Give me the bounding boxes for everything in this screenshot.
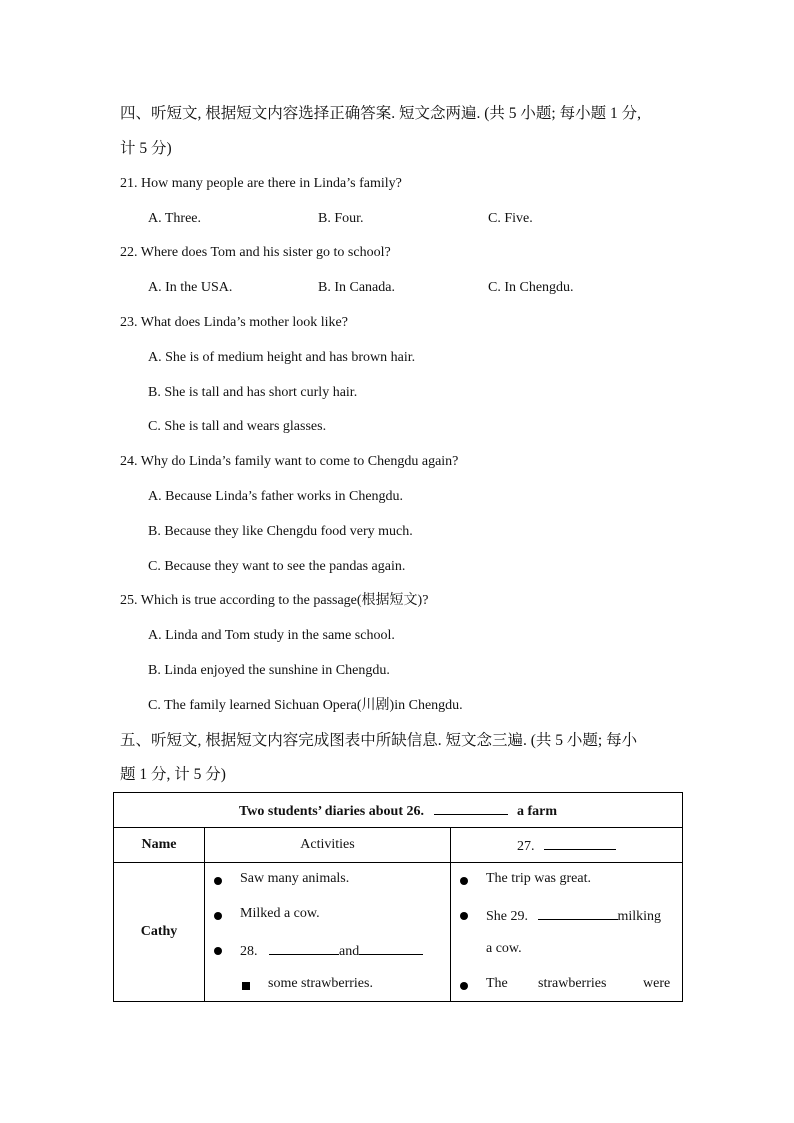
q22-option-b[interactable]: B. In Canada. — [318, 280, 395, 295]
q21-option-a[interactable]: A. Three. — [148, 211, 201, 226]
activity-text: some strawberries. — [268, 976, 373, 991]
q25-option-b[interactable]: B. Linda enjoyed the sunshine in Chengdu. — [148, 663, 390, 678]
q25-option-c[interactable]: C. The family learned Sichuan Opera(川剧)in Chengdu. — [148, 698, 463, 713]
diary-table — [113, 792, 683, 1002]
q24-option-a[interactable]: A. Because Linda’s father works in Chengdu. — [148, 489, 404, 504]
bullet-icon — [214, 912, 222, 920]
activity-subitem — [205, 976, 450, 996]
feeling-item — [451, 871, 682, 891]
label-28: 28. — [240, 944, 258, 959]
q21-option-b[interactable]: B. Four. — [318, 211, 364, 226]
feeling-word: were — [643, 976, 671, 991]
header-27-label: 27. — [517, 838, 535, 854]
feeling-item-29 — [451, 906, 682, 926]
q23-option-b[interactable]: B. She is tall and has short curly hair. — [148, 385, 358, 400]
caption-tail: a farm — [517, 803, 558, 819]
question-24: 24. Why do Linda’s family want to come to Chengdu again? — [120, 454, 459, 469]
cathy-activities-cell — [205, 863, 451, 1002]
section-5-heading-line-2: 题 1 分, 计 5 分) — [120, 766, 226, 783]
question-23: 23. What does Linda’s mother look like? — [120, 315, 348, 330]
blank-29[interactable] — [538, 906, 618, 920]
question-21: 21. How many people are there in Linda’s family? — [120, 176, 402, 191]
header-27 — [451, 828, 683, 863]
section-4-heading-line-1: 四、听短文, 根据短文内容选择正确答案. 短文念两遍. (共 5 小题; 每小题 1 分, — [120, 105, 641, 122]
question-25: 25. Which is true according to the passage(根据短文)? — [120, 593, 429, 608]
q23-option-c[interactable]: C. She is tall and wears glasses. — [148, 419, 327, 434]
label-29: She 29. — [486, 909, 528, 924]
q23-option-a[interactable]: A. She is of medium height and has brown hair. — [148, 350, 416, 365]
q25-option-a[interactable]: A. Linda and Tom study in the same school. — [148, 628, 395, 643]
activity-item — [205, 871, 450, 891]
row-name-cathy: Cathy — [114, 863, 205, 1002]
feeling-continuation — [451, 941, 682, 961]
section-5-heading-line-1: 五、听短文, 根据短文内容完成图表中所缺信息. 短文念三遍. (共 5 小题; 每小 — [120, 732, 638, 749]
caption-text: Two students’ diaries about 26. — [238, 803, 424, 819]
feeling-word: The — [486, 976, 508, 991]
bullet-icon — [460, 912, 468, 920]
and-text: and — [339, 944, 360, 959]
bullet-icon — [214, 877, 222, 885]
bullet-icon — [214, 947, 222, 955]
milking-text: milking — [617, 909, 662, 924]
q22-option-c[interactable]: C. In Chengdu. — [488, 280, 574, 295]
header-name: Name — [114, 828, 205, 863]
q24-option-b[interactable]: B. Because they like Chengdu food very much. — [148, 524, 413, 539]
feeling-text: a cow. — [486, 941, 522, 956]
q24-option-c[interactable]: C. Because they want to see the pandas again. — [148, 559, 406, 574]
activity-item — [205, 906, 450, 926]
activity-item-28 — [205, 941, 450, 961]
cathy-feelings-cell — [451, 863, 683, 1002]
feeling-text: The trip was great. — [486, 871, 591, 886]
bullet-icon — [460, 877, 468, 885]
q22-option-a[interactable]: A. In the USA. — [148, 280, 233, 295]
blank-28a[interactable] — [269, 941, 339, 955]
question-22: 22. Where does Tom and his sister go to school? — [120, 245, 391, 260]
section-4-heading-line-2: 计 5 分) — [120, 140, 172, 157]
blank-27[interactable] — [544, 836, 616, 850]
feeling-word: strawberries — [538, 976, 607, 991]
blank-26[interactable] — [434, 801, 508, 815]
header-activities: Activities — [205, 828, 451, 863]
bullet-icon — [460, 982, 468, 990]
feeling-item — [451, 976, 682, 996]
activity-text: Saw many animals. — [240, 871, 350, 886]
blank-28b[interactable] — [359, 941, 423, 955]
table-caption — [114, 793, 683, 828]
activity-text: Milked a cow. — [240, 906, 320, 921]
square-bullet-icon — [242, 982, 250, 990]
q21-option-c[interactable]: C. Five. — [488, 211, 533, 226]
